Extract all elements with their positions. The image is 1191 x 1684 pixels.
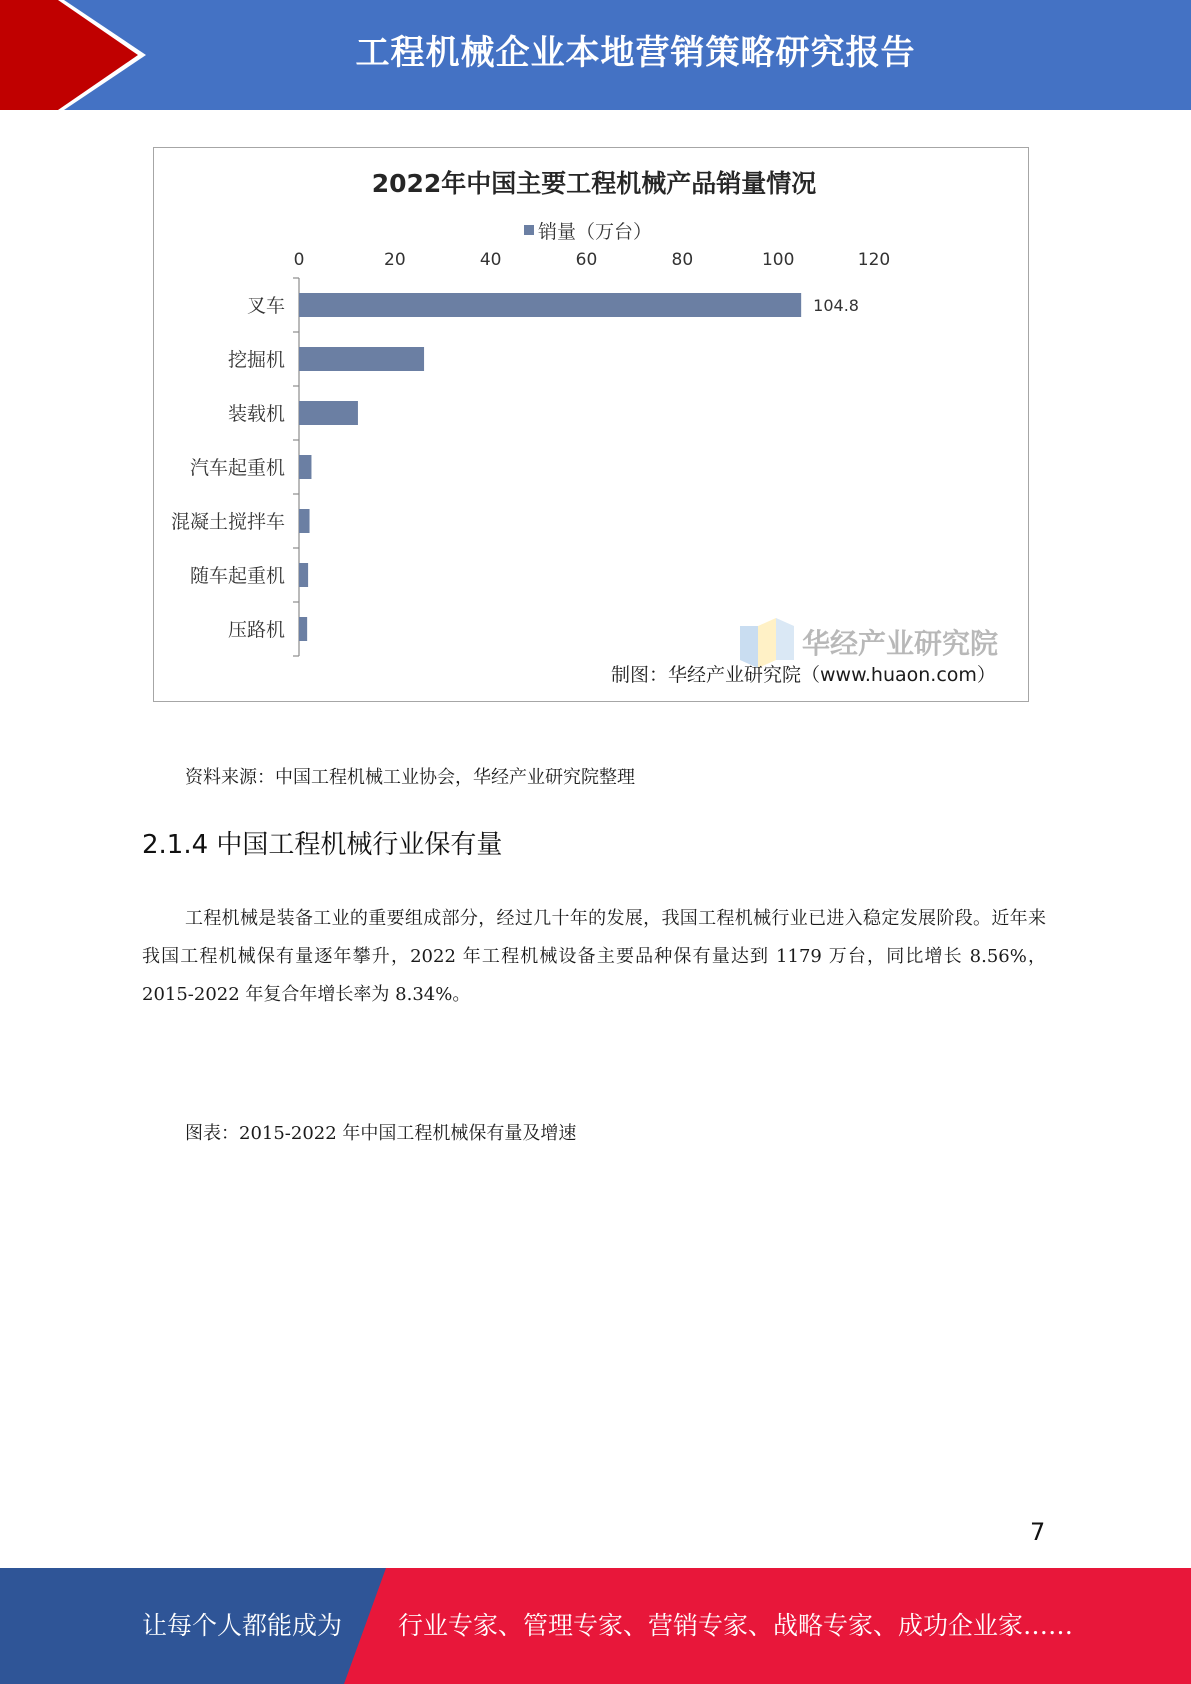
watermark-text: 华经产业研究院 [802, 627, 999, 660]
category-label: 汽车起重机 [189, 457, 285, 479]
category-labels [171, 295, 285, 641]
footer-slogan-right: 行业专家、管理专家、营销专家、战略专家、成功企业家…… [398, 1611, 1074, 1640]
legend-label: 销量（万台） [538, 221, 653, 243]
data-label: 104.8 [813, 296, 859, 315]
data-labels [813, 296, 859, 315]
x-tick-label: 0 [293, 250, 305, 270]
category-label: 挖掘机 [227, 349, 285, 371]
x-tick-label: 120 [857, 250, 891, 270]
body-paragraph: 工程机械是装备工业的重要组成部分，经过几十年的发展，我国工程机械行业已进入稳定发展阶段。近年来我国工程机械保有量逐年攀升，2022 年工程机械设备主要品种保有量达到 1179 万台，同比增长 8.56%，2015-2022 年复合年增长率为 8.34%。 [142, 908, 1046, 1005]
legend-swatch [524, 225, 534, 235]
x-tick-label: 20 [384, 250, 406, 270]
bar-5 [299, 509, 310, 533]
report-header [0, 0, 1191, 110]
x-tick-label: 80 [671, 250, 694, 270]
category-label: 装载机 [227, 403, 285, 425]
figure-caption: 图表：2015-2022 年中国工程机械保有量及增速 [185, 1123, 577, 1144]
bars [299, 293, 801, 641]
bar-7 [299, 617, 307, 641]
chart-credit: 制图：华经产业研究院（www.huaon.com） [611, 664, 996, 686]
watermark-logo [740, 618, 794, 668]
x-tick-label: 100 [761, 250, 795, 270]
bar-1 [299, 293, 801, 317]
bar-3 [299, 401, 358, 425]
source-note: 资料来源：中国工程机械工业协会，华经产业研究院整理 [185, 767, 635, 788]
section-heading: 2.1.4 中国工程机械行业保有量 [142, 830, 503, 860]
page-number: 7 [1030, 1518, 1046, 1546]
x-tick-label: 40 [479, 250, 502, 270]
header-chevron-icon [0, 0, 160, 110]
chart-title: 2022年中国主要工程机械产品销量情况 [371, 169, 817, 198]
footer-slogan-left: 让每个人都能成为 [142, 1611, 343, 1640]
bar-2 [299, 347, 424, 371]
sales-chart [153, 147, 1029, 702]
sales-bar-chart [154, 148, 1030, 703]
bar-4 [299, 455, 311, 479]
report-title: 工程机械企业本地营销策略研究报告 [355, 33, 916, 73]
report-footer [0, 1568, 1191, 1684]
x-tick-label: 60 [575, 250, 598, 270]
y-axis-line [293, 278, 299, 656]
bar-6 [299, 563, 308, 587]
category-label: 叉车 [246, 295, 285, 317]
category-label: 压路机 [227, 619, 285, 641]
category-label: 随车起重机 [189, 565, 285, 587]
x-axis-ticks [294, 250, 891, 270]
category-label: 混凝土搅拌车 [170, 511, 285, 533]
